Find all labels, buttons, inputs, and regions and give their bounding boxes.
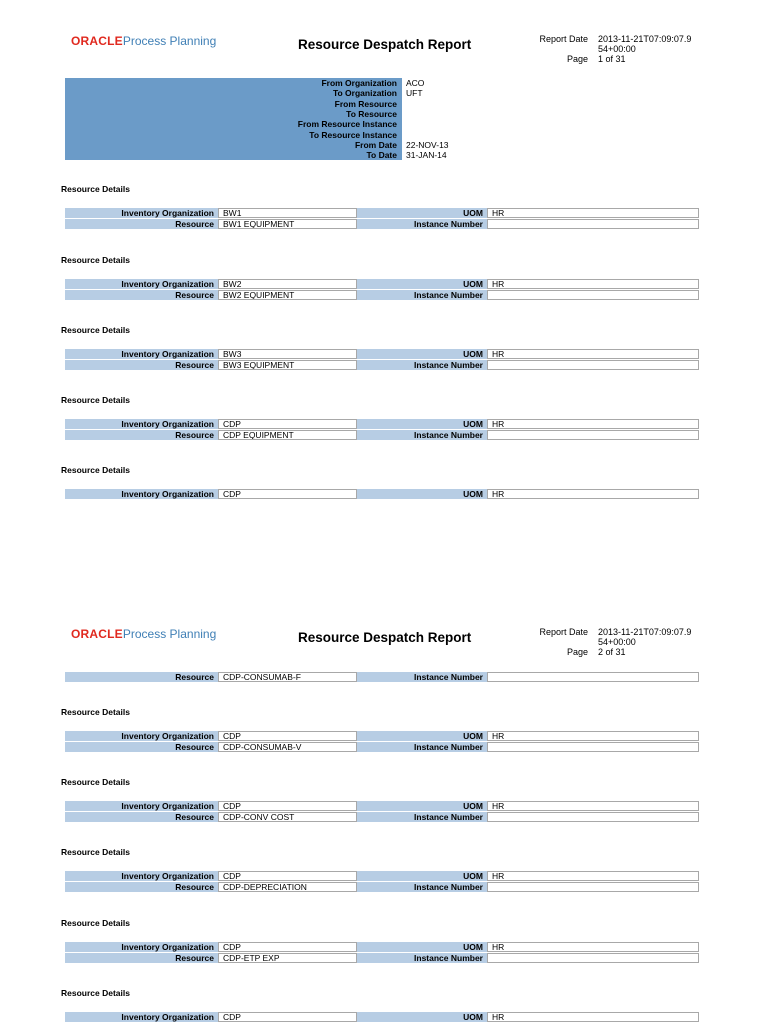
field-label: Resource <box>65 953 218 963</box>
section-title: Resource Details <box>61 325 130 335</box>
field-value: CDP <box>218 1012 357 1022</box>
parameter-value: ACO <box>406 78 425 88</box>
field-label: UOM <box>357 871 487 881</box>
field-value: CDP-CONSUMAB-V <box>218 742 357 752</box>
parameter-label: From Resource <box>334 98 397 109</box>
field-value: BW1 EQUIPMENT <box>218 219 357 229</box>
field-value <box>487 672 699 682</box>
field-label: Resource <box>65 219 218 229</box>
field-label: Inventory Organization <box>65 871 218 881</box>
field-label: Instance Number <box>357 953 487 963</box>
report-date-value: 2013-11-21T07:09:07.9 54+00:00 <box>598 627 692 647</box>
field-label: UOM <box>357 279 487 289</box>
detail-row <box>65 489 699 499</box>
page-label: Page <box>566 54 588 64</box>
detail-row <box>65 672 699 682</box>
field-value: CDP-CONSUMAB-F <box>218 672 357 682</box>
field-value <box>487 360 699 370</box>
report-title: Resource Despatch Report <box>298 630 472 645</box>
detail-row <box>65 801 699 811</box>
field-value: BW2 <box>218 279 357 289</box>
section-title: Resource Details <box>61 918 130 928</box>
section-title: Resource Details <box>61 988 130 998</box>
field-label: Inventory Organization <box>65 489 218 499</box>
detail-row <box>65 1012 699 1022</box>
field-value: BW2 EQUIPMENT <box>218 290 357 300</box>
detail-row <box>65 290 699 300</box>
page-number: 2 of 31 <box>598 647 626 657</box>
field-label: Resource <box>65 672 218 682</box>
parameter-label: To Resource Instance <box>309 129 397 140</box>
field-label: UOM <box>357 349 487 359</box>
field-label: Instance Number <box>357 290 487 300</box>
field-value: CDP-ETP EXP <box>218 953 357 963</box>
detail-row <box>65 731 699 741</box>
detail-row <box>65 742 699 752</box>
field-value <box>487 430 699 440</box>
section-title: Resource Details <box>61 184 130 194</box>
detail-row <box>65 942 699 952</box>
field-label: Instance Number <box>357 812 487 822</box>
field-value: CDP <box>218 801 357 811</box>
field-label: Resource <box>65 360 218 370</box>
field-value: HR <box>487 489 699 499</box>
page-label: Page <box>566 647 588 657</box>
detail-row <box>65 349 699 359</box>
section-title: Resource Details <box>61 707 130 717</box>
parameter-label: From Resource Instance <box>297 119 397 130</box>
section-title: Resource Details <box>61 847 130 857</box>
page-number: 1 of 31 <box>598 54 626 64</box>
field-label: UOM <box>357 731 487 741</box>
field-value: CDP <box>218 871 357 881</box>
field-value: BW3 EQUIPMENT <box>218 360 357 370</box>
field-label: Resource <box>65 812 218 822</box>
field-label: Instance Number <box>357 360 487 370</box>
oracle-logo: ORACLEProcess Planning <box>71 34 217 48</box>
field-label: Instance Number <box>357 219 487 229</box>
section-title: Resource Details <box>61 255 130 265</box>
field-value: CDP <box>218 731 357 741</box>
field-label: Inventory Organization <box>65 279 218 289</box>
field-label: Resource <box>65 290 218 300</box>
detail-row <box>65 882 699 892</box>
field-label: Inventory Organization <box>65 1012 218 1022</box>
field-value <box>487 953 699 963</box>
detail-row <box>65 871 699 881</box>
field-value: HR <box>487 1012 699 1022</box>
field-value: HR <box>487 419 699 429</box>
parameter-label: From Organization <box>321 78 397 88</box>
field-label: Resource <box>65 742 218 752</box>
field-label: Inventory Organization <box>65 942 218 952</box>
parameter-value: UFT <box>406 88 423 99</box>
parameter-label: To Organization <box>332 88 397 99</box>
detail-row <box>65 430 699 440</box>
page-header-2 <box>0 620 768 660</box>
section-title: Resource Details <box>61 777 130 787</box>
field-value: CDP <box>218 489 357 499</box>
field-value: BW3 <box>218 349 357 359</box>
parameter-label: To Resource <box>346 108 397 119</box>
field-value: HR <box>487 801 699 811</box>
field-label: Instance Number <box>357 742 487 752</box>
detail-row <box>65 812 699 822</box>
field-label: Resource <box>65 430 218 440</box>
report-title: Resource Despatch Report <box>298 37 472 52</box>
field-label: Instance Number <box>357 430 487 440</box>
detail-row <box>65 953 699 963</box>
field-label: Inventory Organization <box>65 731 218 741</box>
report-date-value: 2013-11-21T07:09:07.9 54+00:00 <box>598 34 692 54</box>
page-header-1 <box>0 27 768 67</box>
field-label: UOM <box>357 208 487 218</box>
field-label: Inventory Organization <box>65 419 218 429</box>
section-title: Resource Details <box>61 465 130 475</box>
report-date-label: Report Date <box>539 34 588 44</box>
detail-row <box>65 360 699 370</box>
field-value <box>487 742 699 752</box>
detail-row <box>65 419 699 429</box>
field-label: Instance Number <box>357 672 487 682</box>
field-label: UOM <box>357 1012 487 1022</box>
field-value: HR <box>487 279 699 289</box>
field-value <box>487 812 699 822</box>
field-label: UOM <box>357 942 487 952</box>
parameter-value: 31-JAN-14 <box>406 150 447 161</box>
field-value: HR <box>487 731 699 741</box>
parameter-value: 22-NOV-13 <box>406 139 449 150</box>
field-label: Inventory Organization <box>65 208 218 218</box>
detail-row <box>65 219 699 229</box>
field-value: CDP-DEPRECIATION <box>218 882 357 892</box>
field-value: HR <box>487 942 699 952</box>
field-label: Inventory Organization <box>65 801 218 811</box>
field-value: BW1 <box>218 208 357 218</box>
field-value: HR <box>487 208 699 218</box>
field-label: UOM <box>357 489 487 499</box>
field-value: CDP <box>218 419 357 429</box>
field-value: HR <box>487 871 699 881</box>
field-label: UOM <box>357 801 487 811</box>
oracle-logo: ORACLEProcess Planning <box>71 627 217 641</box>
parameter-label: From Date <box>354 139 397 150</box>
field-value <box>487 219 699 229</box>
detail-row <box>65 279 699 289</box>
field-value: HR <box>487 349 699 359</box>
field-value <box>487 290 699 300</box>
parameter-label: To Date <box>366 150 397 161</box>
field-value: CDP-CONV COST <box>218 812 357 822</box>
field-value: CDP EQUIPMENT <box>218 430 357 440</box>
field-label: Instance Number <box>357 882 487 892</box>
report-date-label: Report Date <box>539 627 588 637</box>
field-label: Resource <box>65 882 218 892</box>
field-value: CDP <box>218 942 357 952</box>
section-title: Resource Details <box>61 395 130 405</box>
field-label: UOM <box>357 419 487 429</box>
field-label: Inventory Organization <box>65 349 218 359</box>
detail-row <box>65 208 699 218</box>
field-value <box>487 882 699 892</box>
